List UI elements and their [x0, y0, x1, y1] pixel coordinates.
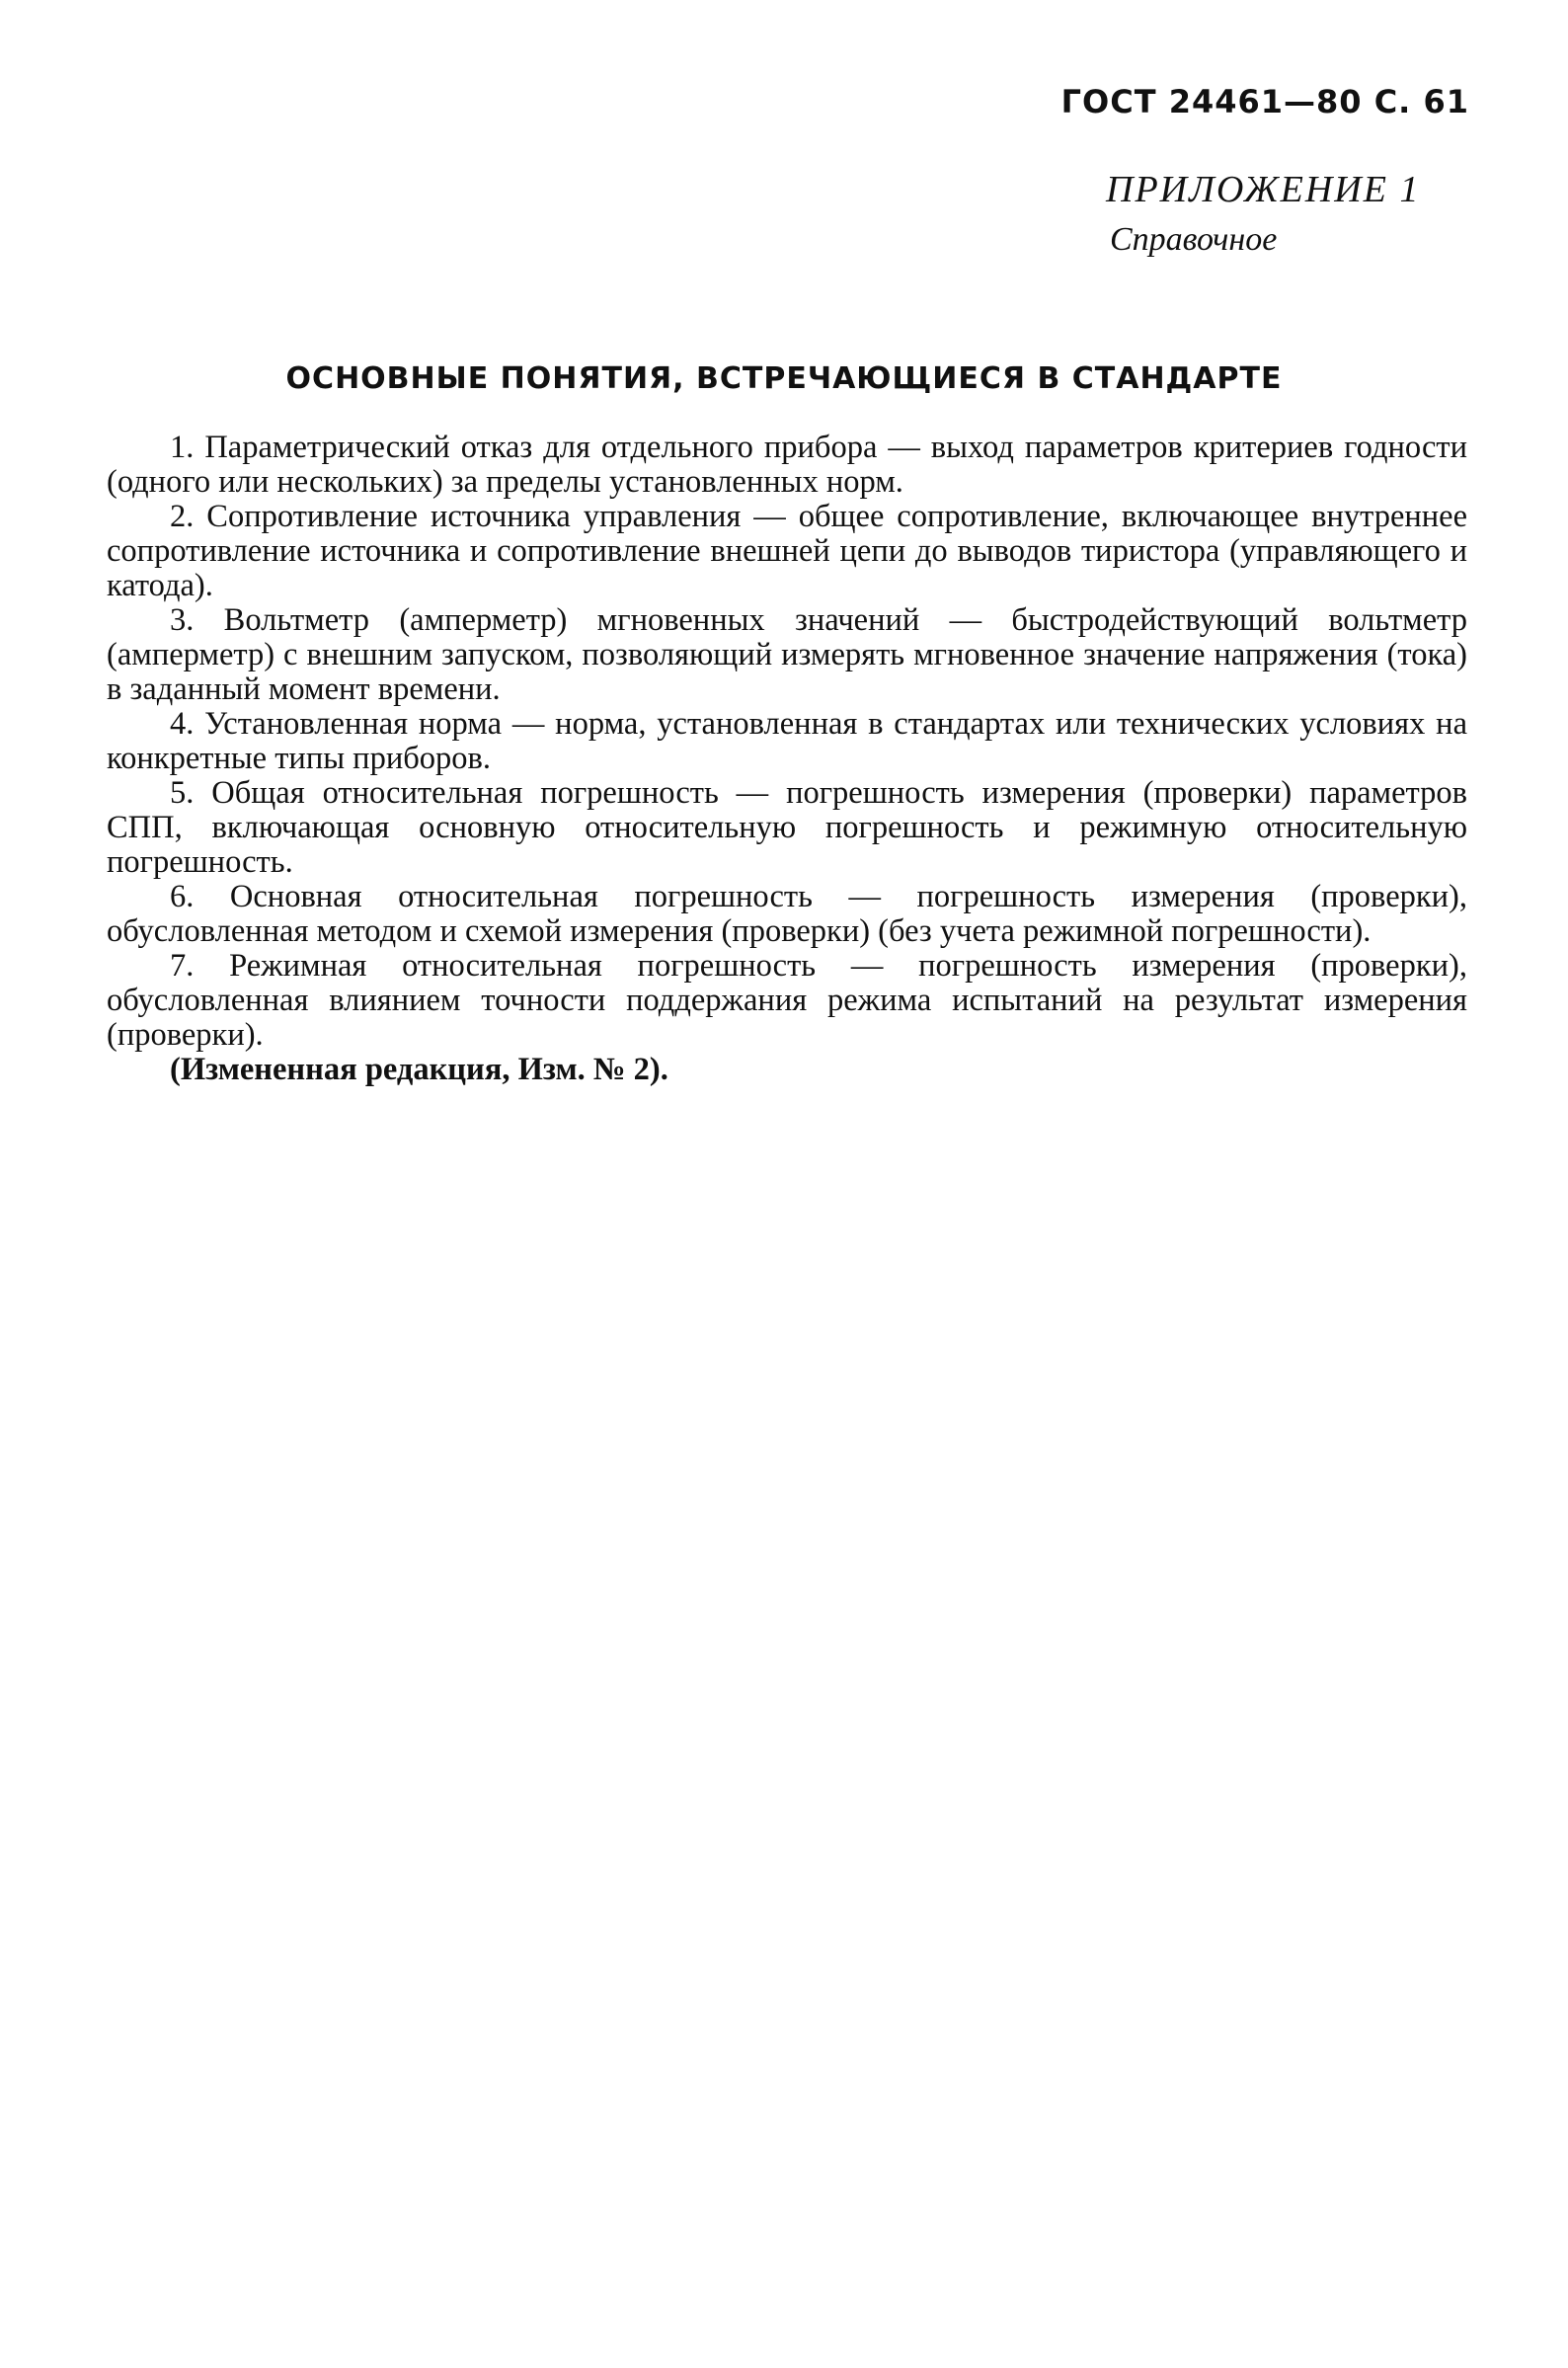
definition-item-5: 5. Общая относительная погрешность — погрешность измерения (проверки) параметров СПП, включающая основную относительную погрешность и режимную относительную погрешность.	[107, 775, 1467, 880]
definition-item-6: 6. Основная относительная погрешность — погрешность измерения (проверки), обусловленная методом и схемой измерения (проверки) (без учета режимной погрешности).	[107, 879, 1467, 949]
definition-item-4: 4. Установленная норма — норма, установленная в стандартах или технических условиях на конкретные типы приборов.	[107, 706, 1467, 776]
definition-item-2: 2. Сопротивление источника управления — общее сопротивление, включающее внутреннее сопротивление источника и сопротивление внешней цепи до выводов тиристора (управляющего и катода).	[107, 499, 1467, 603]
definition-item-3: 3. Вольтметр (амперметр) мгновенных значений — быстродействующий вольтметр (амперметр) с внешним запуском, позволяющий измерять мгновенное значение напряжения (тока) в заданный момент времени.	[107, 602, 1467, 707]
appendix-label: ПРИЛОЖЕНИЕ 1	[1106, 169, 1421, 210]
edition-note: (Измененная редакция, Изм. № 2).	[170, 1052, 668, 1087]
appendix-type: Справочное	[1110, 221, 1278, 258]
definition-item-1: 1. Параметрический отказ для отдельного прибора — выход параметров критериев годности (одного или нескольких) за пределы установленных норм.	[107, 430, 1467, 500]
section-title: ОСНОВНЫЕ ПОНЯТИЯ, ВСТРЕЧАЮЩИЕСЯ В СТАНДАРТЕ	[285, 361, 1283, 396]
definitions-list	[107, 431, 1467, 1087]
definition-item-7: 7. Режимная относительная погрешность — погрешность измерения (проверки), обусловленная влиянием точности поддержания режима испытаний на результат измерения (проверки).	[107, 948, 1467, 1053]
page-header: ГОСТ 24461—80 С. 61	[1060, 83, 1469, 120]
